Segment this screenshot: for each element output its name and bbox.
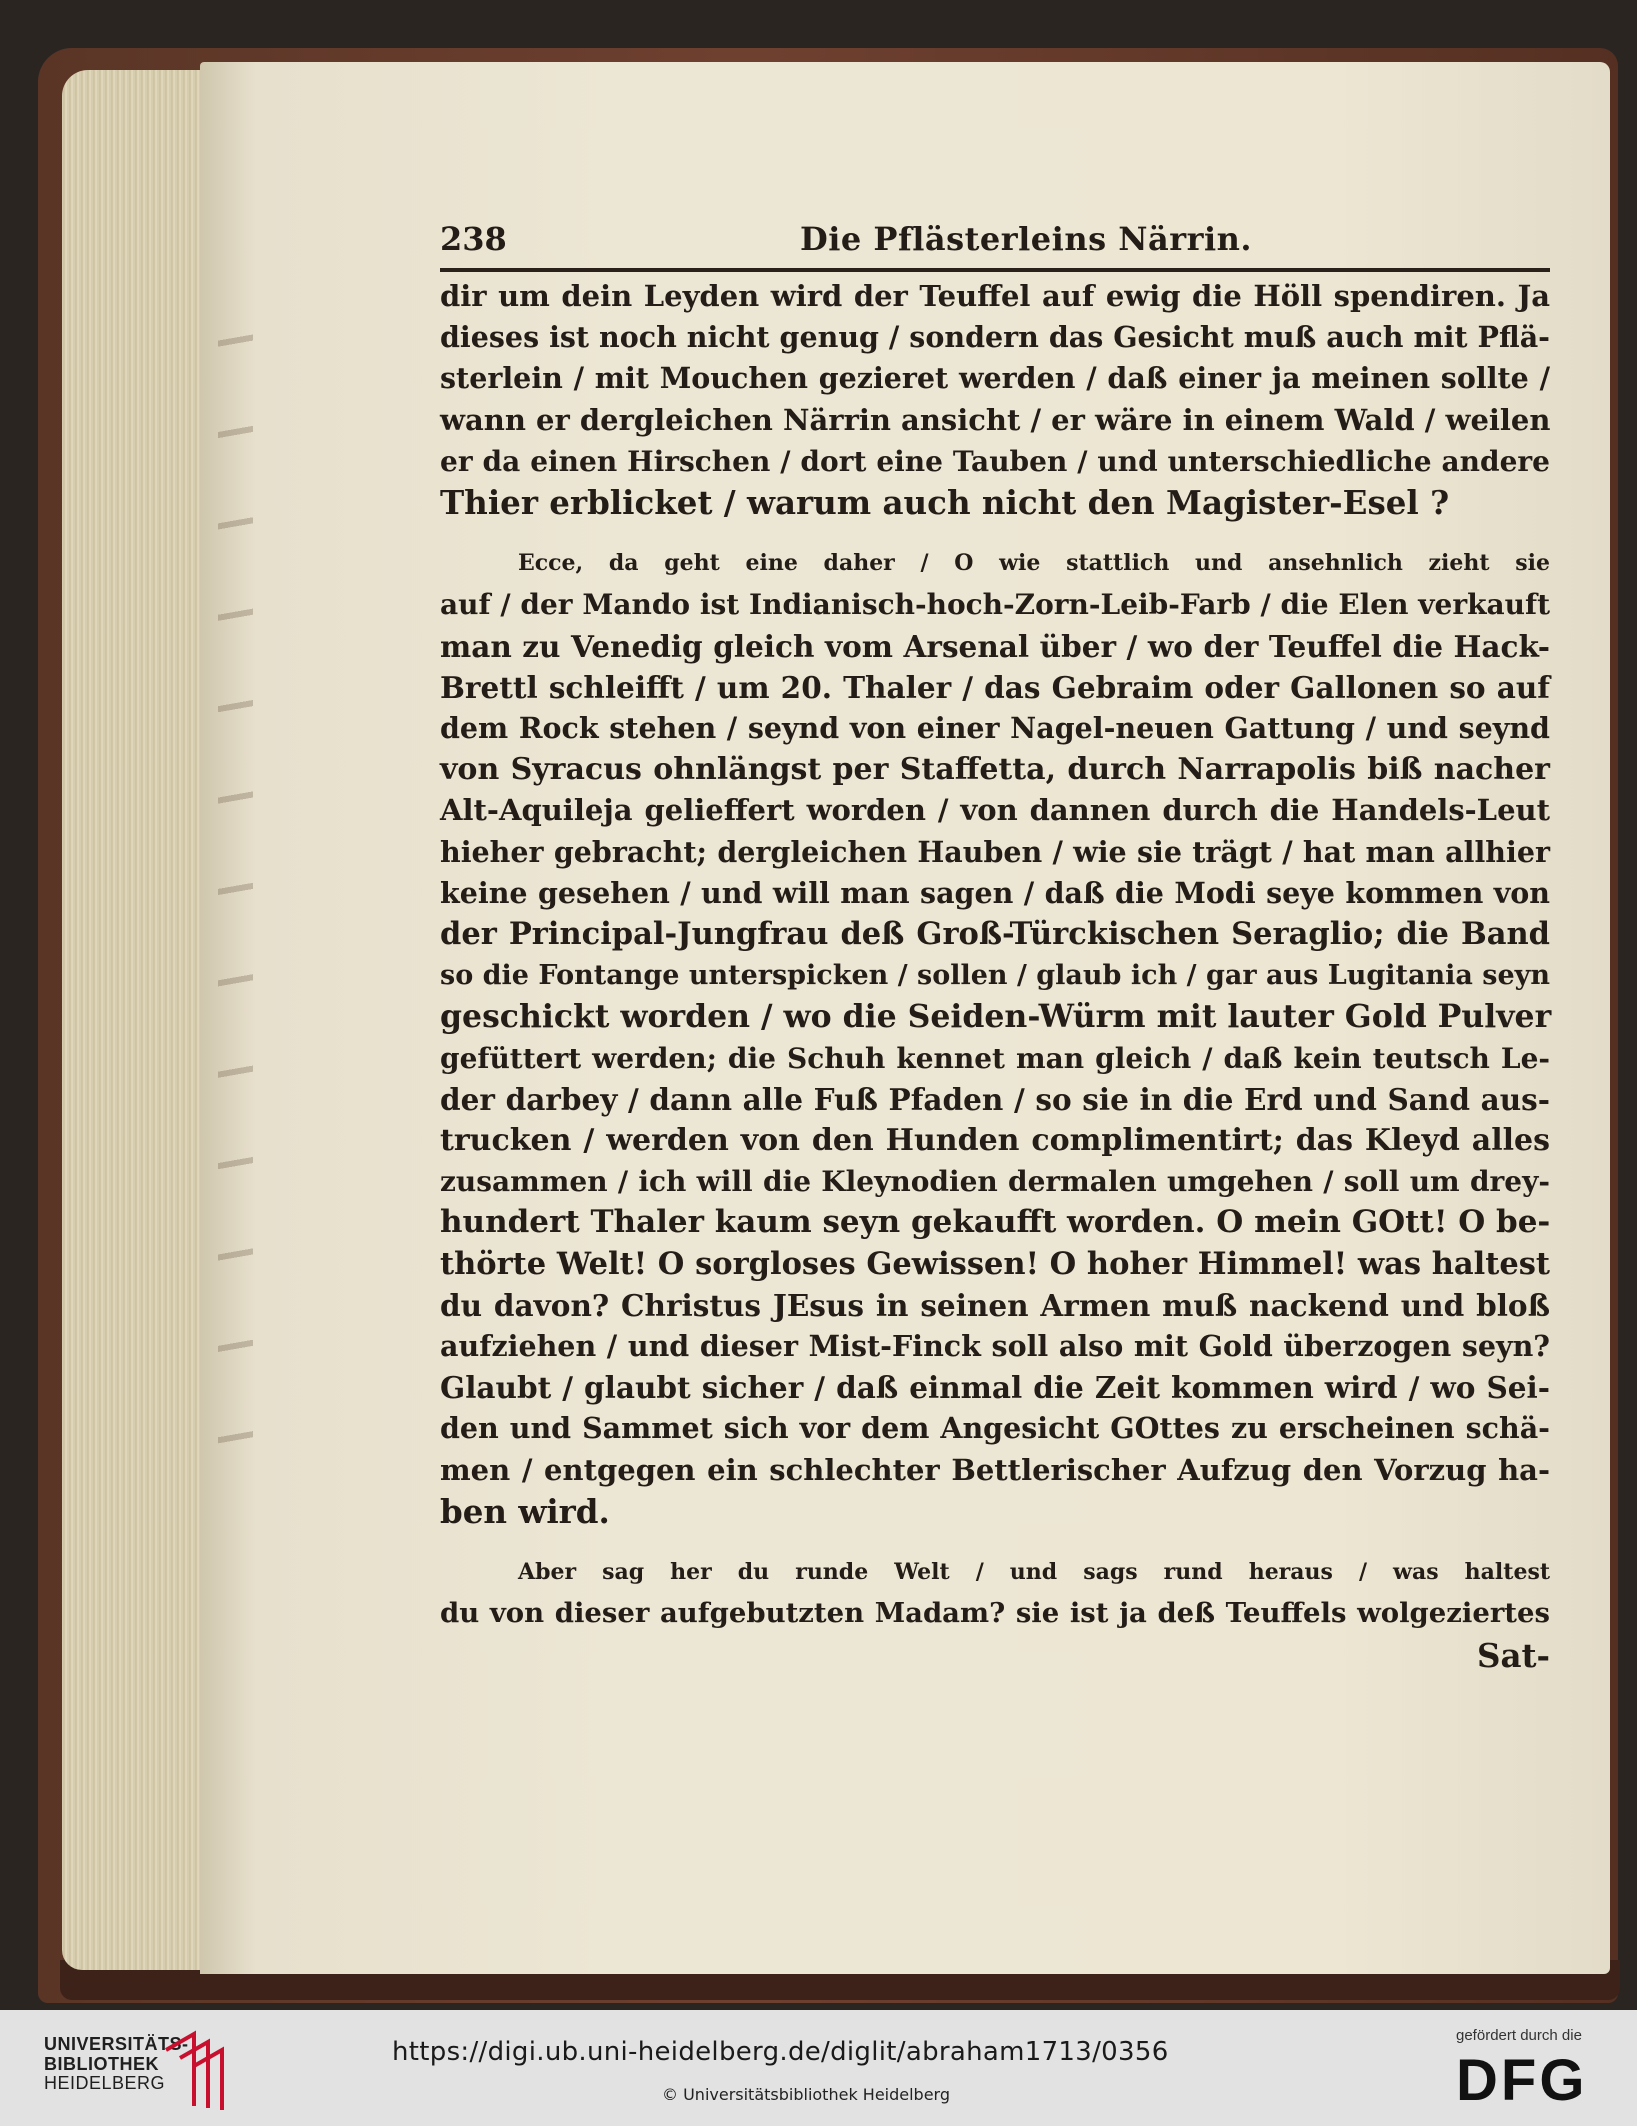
text-line: sterlein / mit Mouchen gezieret werden / daß einer ja meinen sollte / xyxy=(440,361,1550,396)
paragraph xyxy=(440,543,1550,1532)
text-line: auf / der Mando ist Indianisch-hoch-Zorn-Leib-Farb / die Elen verkauft xyxy=(440,588,1550,622)
text-line: den und Sammet sich vor dem Angesicht GOttes zu erscheinen schä- xyxy=(440,1411,1550,1446)
library-name-line: BIBLIOTHEK xyxy=(44,2053,159,2074)
text-line: Thier erblicket / warum auch nicht den Magister-Esel ? xyxy=(440,483,1450,523)
text-line: Alt-Aquileja gelieffert worden / von dannen durch die Handels-Leut xyxy=(440,793,1550,828)
viewer-footer xyxy=(0,2010,1637,2126)
funding-label: gefördert durch die xyxy=(1456,2027,1582,2044)
paragraph-gap xyxy=(440,523,1550,543)
ink-bleed-texture xyxy=(218,300,253,1500)
library-logo-icon xyxy=(160,2020,230,2112)
library-name-line: UNIVERSITÄTS- xyxy=(44,2034,189,2054)
header-rule xyxy=(440,268,1550,272)
text-line: Brettl schleifft / um 20. Thaler / das Gebraim oder Gallonen so auf xyxy=(440,669,1550,705)
text-line: du davon? Christus JEsus in seinen Armen muß nackend und bloß xyxy=(440,1287,1550,1323)
text-line: geschickt worden / wo die Seiden-Würm mit lauter Gold Pulver xyxy=(440,998,1552,1036)
text-line: ben wird. xyxy=(440,1491,610,1531)
library-name-line: HEIDELBERG xyxy=(44,2073,166,2093)
text-line: der darbey / dann alle Fuß Pfaden / so sie in die Erd und Sand aus- xyxy=(440,1081,1550,1117)
copyright-notice: © Universitätsbibliothek Heidelberg xyxy=(662,2085,951,2104)
text-line: er da einen Hirschen / dort eine Tauben / und unterschiedliche andere xyxy=(440,444,1550,478)
text-line: thörte Welt! O sorgloses Gewissen! O hoher Himmel! was haltest xyxy=(440,1245,1550,1282)
text-line: dieses ist noch nicht genug / sondern das Gesicht muß auch mit Pflä- xyxy=(440,320,1550,355)
catchword: Sat- xyxy=(1476,1635,1550,1675)
paragraph xyxy=(440,1552,1550,1634)
text-line: hieher gebracht; dergleichen Hauben / wie sie trägt / hat man allhier xyxy=(440,834,1550,869)
text-line: aufziehen / und dieser Mist-Finck soll also mit Gold überzogen seyn? xyxy=(440,1329,1550,1364)
text-line: men / entgegen ein schlechter Bettlerischer Aufzug den Vorzug ha- xyxy=(440,1452,1550,1487)
body-text xyxy=(440,276,1550,1635)
text-line: Aber sag her du runde Welt / und sags rund heraus / was haltest xyxy=(518,1559,1550,1586)
text-line: Glaubt / glaubt sicher / daß einmal die Zeit kommen wird / wo Sei- xyxy=(440,1370,1550,1406)
text-line: dem Rock stehen / seynd von einer Nagel-neuen Gattung / und seynd xyxy=(440,711,1550,746)
text-line: man zu Venedig gleich vom Arsenal über / wo der Teuffel die Hack- xyxy=(440,628,1550,664)
running-head xyxy=(440,218,1550,262)
text-line: von Syracus ohnlängst per Staffetta, durch Narrapolis biß nacher xyxy=(440,752,1550,788)
paragraph-gap xyxy=(440,1532,1550,1552)
text-line: keine gesehen / und will man sagen / daß die Modi seye kommen von xyxy=(440,875,1550,910)
text-line: du von dieser aufgebutzten Madam? sie ist ja deß Teuffels wolgeziertes xyxy=(440,1597,1550,1630)
text-line: dir um dein Leyden wird der Teuffel auf ewig die Höll spendiren. Ja xyxy=(440,279,1550,313)
permalink-url[interactable]: https://digi.ub.uni-heidelberg.de/diglit/abraham1713/0356 xyxy=(392,2037,1169,2067)
text-line: wann er dergleichen Närrin ansicht / er wäre in einem Wald / weilen xyxy=(440,402,1551,437)
page-number: 238 xyxy=(440,220,507,258)
running-title: Die Pflästerleins Närrin. xyxy=(800,220,1252,258)
page-content xyxy=(440,218,1550,1676)
paragraph xyxy=(440,276,1550,523)
text-line: so die Fontange unterspicken / sollen / glaub ich / gar aus Lugitania seyn xyxy=(440,960,1550,992)
page-edges xyxy=(62,70,202,1970)
text-line: hundert Thaler kaum seyn gekaufft worden. O mein GOtt! O be- xyxy=(440,1204,1551,1241)
text-line: Ecce, da geht eine daher / O wie stattlich und ansehnlich zieht sie xyxy=(518,550,1550,577)
text-line: trucken / werden von den Hunden complimentirt; das Kleyd alles xyxy=(440,1123,1550,1159)
dfg-logo: DFG xyxy=(1456,2048,1588,2113)
text-line: der Principal-Jungfrau deß Groß-Türckischen Seraglio; die Band xyxy=(440,916,1550,953)
text-line: zusammen / ich will die Kleynodien dermalen umgehen / soll um drey- xyxy=(440,1165,1550,1199)
text-line: gefüttert werden; die Schuh kennet man gleich / daß kein teutsch Le- xyxy=(440,1041,1550,1075)
